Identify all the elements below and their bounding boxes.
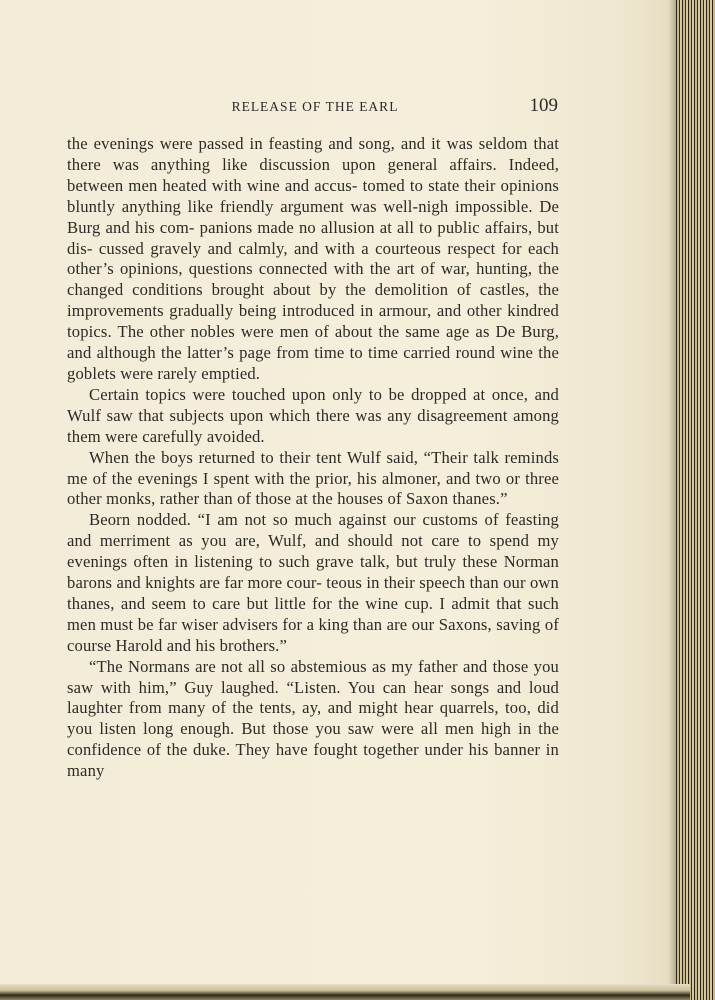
book-spine-edge <box>676 0 715 1000</box>
paragraph: When the boys returned to their tent Wulf said, “Their talk reminds me of the evenings I spent with the prior, his almoner, and two or three other monks, rather than of those at the houses of Saxon thanes.” <box>67 447 559 509</box>
page-number: 109 <box>529 95 558 116</box>
body-text <box>67 134 559 782</box>
running-title: RELEASE OF THE EARL <box>231 99 399 114</box>
paragraph: Certain topics were touched upon only to be dropped at once, and Wulf saw that subjects upon which there was any disagreement among them were carefully avoided. <box>67 384 559 446</box>
page-bottom-edge <box>0 984 690 1000</box>
paragraph: “The Normans are not all so abstemious as my father and those you saw with him,” Guy laughed. “Listen. You can hear songs and loud laughter from many of the tents, ay, and might hear quarrels, too, did you listen long enough. But those you saw were all men high in the confidence of the duke. They have fought together under his banner in many <box>67 656 559 781</box>
paragraph: the evenings were passed in feasting and song, and it was seldom that there was anything like discussion upon general affairs. Indeed, between men heated with wine and accus- tomed to state their opinions bluntly anything like friendly argument was well-nigh impossible. De Burg and his com- panions made no allusion at all to public affairs, but dis- cussed gravely and calmly, and with a courteous respect for each other’s opinions, questions connected with the art of war, hunting, the changed conditions brought about by the demolition of castles, the improvements gradually being introduced in armour, and other kindred topics. The other nobles were men of about the same age as De Burg, and although the latter’s page from time to time carried round wine the goblets were rarely emptied. <box>67 134 559 383</box>
paragraph: Beorn nodded. “I am not so much against our customs of feasting and merriment as you are, Wulf, and should not care to spend my evenings often in listening to such grave talk, but truly these Norman barons and knights are far more cour- teous in their speech than our own thanes, and seem to care but little for the wine cup. I admit that such men must be far wiser advisers for a king than are our Saxons, saving of course Harold and his brothers.” <box>67 510 559 655</box>
running-head <box>70 95 560 119</box>
